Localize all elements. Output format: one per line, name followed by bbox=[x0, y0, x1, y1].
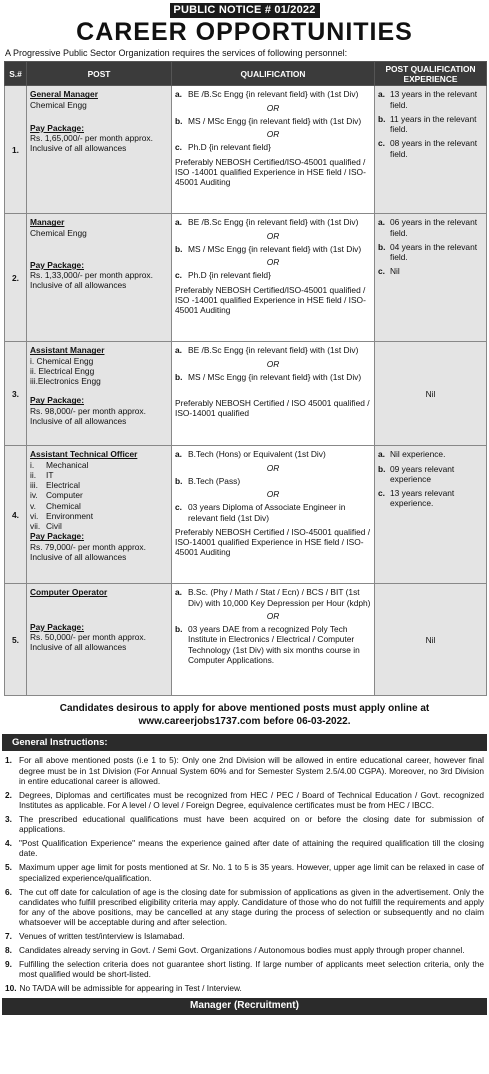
or-label: OR bbox=[266, 610, 280, 621]
qualification-c: 03 years Diploma of Associate Engineer in relevant field (1st Div) bbox=[188, 502, 346, 523]
post-sub-item: iv. Computer bbox=[30, 490, 83, 501]
pay-note: Inclusive of all allowances bbox=[30, 143, 127, 154]
table-header-row bbox=[5, 62, 487, 86]
qualification-note: Preferably NEBOSH Certified/ISO-45001 qualified / ISO -14001 qualified Experience in HSE field / ISO-45001 Auditing bbox=[175, 156, 366, 188]
post-sub-item: ii. Electrical Engg bbox=[30, 365, 95, 376]
or-label: OR bbox=[266, 489, 280, 500]
pay-package-label: Pay Package: bbox=[30, 621, 85, 632]
row-serial: 3. bbox=[5, 342, 27, 446]
page-title: CAREER OPPORTUNITIES bbox=[76, 18, 413, 47]
post-cell bbox=[27, 214, 172, 342]
qualification-cell: a. B.Tech (Hons) or Equivalent (1st Div) OR b. B.Tech (Pass) OR c. 03 years Diploma of Associate Engineer in relevant field (1st Div) Preferably NEBOSH Certified / ISO-45001 qualified / ISO-14001 qualified Experience in HSE field / ISO-45001 Auditing bbox=[172, 446, 375, 584]
post-cell bbox=[27, 342, 172, 446]
pay-amount: Rs. 1,65,000/- per month approx. bbox=[30, 133, 153, 144]
table-row bbox=[5, 214, 487, 342]
row-serial: 1. bbox=[5, 86, 27, 214]
qualification-b: B.Tech (Pass) bbox=[188, 475, 241, 486]
table-row bbox=[5, 342, 487, 446]
pay-amount: Rs. 1,33,000/- per month approx. bbox=[30, 270, 153, 281]
post-subtitle: Chemical Engg bbox=[30, 99, 87, 110]
experience-cell: a. Nil experience. b. 09 years relevant experience c. 13 years relevant experience. bbox=[375, 446, 487, 584]
experience-a: 13 years in the relevant field. bbox=[390, 89, 478, 110]
pay-amount: Rs. 50,000/- per month approx. bbox=[30, 631, 146, 642]
qualification-a: BE /B.Sc Engg {in relevant field} with (1st Div) bbox=[188, 217, 359, 228]
row-serial: 2. bbox=[5, 214, 27, 342]
qualification-cell: a. BE /B.Sc Engg {in relevant field} with (1st Div) OR b. MS / MSc Engg {in relevant field} with (1st Div) OR c. Ph.D {in relevant field} Preferably NEBOSH Certified/ISO-45001 qualified / ISO -14001 qualified Experience in HSE field / ISO-45001 Auditing bbox=[172, 214, 375, 342]
experience-cell: a. 06 years in the relevant field. b. 04 years in the relevant field. c. Nil bbox=[375, 214, 487, 342]
instructions-list bbox=[0, 755, 489, 993]
experience-b: 11 years in the relevant field. bbox=[390, 113, 477, 135]
experience-nil: Nil bbox=[425, 634, 436, 645]
public-notice-badge: PUBLIC NOTICE # 01/2022 bbox=[170, 3, 320, 18]
list-item: 4. "Post Qualification Experience" means the experience gained after date of attaining the required qualification till the closing date. bbox=[5, 838, 484, 859]
post-subtitle: Chemical Engg bbox=[30, 227, 87, 238]
post-title: General Manager bbox=[30, 89, 98, 100]
qualification-c: Ph.D {in relevant field} bbox=[188, 142, 271, 153]
column-header-qualification: QUALIFICATION bbox=[172, 62, 375, 86]
qualification-note: Preferably NEBOSH Certified/ISO-45001 qualified / ISO -14001 qualified Experience in HSE field / ISO-45001 Auditing bbox=[175, 284, 366, 316]
qualification-note: Preferably NEBOSH Certified / ISO-45001 qualified / ISO-14001 qualified Experience in HSE field / ISO-45001 Auditing bbox=[175, 526, 371, 558]
post-sub-item: iii. Electrical bbox=[30, 480, 80, 491]
table-row bbox=[5, 86, 487, 214]
post-sub-item: i. Mechanical bbox=[30, 459, 89, 470]
experience-cell bbox=[375, 584, 487, 696]
apply-line-1: Candidates desirous to apply for above mentioned posts must apply online at bbox=[59, 703, 430, 715]
experience-nil: Nil bbox=[425, 388, 436, 399]
list-item: 6. The cut off date for calculation of age is the closing date for submission of applications as given in the advertisement. Only the candidates who fulfill prescribed eligibility criteria may apply. Candidature of those who do not fulfill the requirements and apply for any of the above positions, may be cancelled at any stage during the process of selection or subsequently and no claim whatsoever will be acceptable during and after selection. bbox=[5, 886, 484, 927]
experience-b: 04 years in the relevant field. bbox=[390, 241, 478, 263]
post-sub-item: vi. Environment bbox=[30, 510, 94, 521]
experience-c: 08 years in the relevant field. bbox=[390, 138, 478, 159]
column-header-experience: POST QUALIFICATION EXPERIENCE bbox=[375, 62, 487, 86]
qualification-a: B.Sc. (Phy / Math / Stat / Ecn) / BCS / BIT (1st Div) with 10,000 Key Depression per Hour (kdph) bbox=[188, 587, 371, 608]
pay-amount: Rs. 98,000/- per month approx. bbox=[30, 405, 146, 416]
row-serial: 5. bbox=[5, 584, 27, 696]
post-title: Assistant Manager bbox=[30, 345, 105, 356]
list-item: 1. For all above mentioned posts (i.e 1 to 5): Only one 2nd Division will be allowed in entire educational career, however final degree must be in 1st Division (For Annual System 60% and for Semester System 2.5/4.00 CGPA). Moreover, no 3rd Division in entire educational career is allowed. bbox=[5, 755, 484, 786]
qualification-note: Preferably NEBOSH Certified / ISO 45001 qualified / ISO-14001 qualified bbox=[175, 398, 370, 419]
post-title: Assistant Technical Officer bbox=[30, 449, 138, 460]
or-label: OR bbox=[266, 102, 280, 113]
experience-b: 09 years relevant experience bbox=[390, 463, 455, 484]
qualification-c: Ph.D {in relevant field} bbox=[188, 270, 271, 281]
or-label: OR bbox=[266, 230, 280, 241]
list-item: 5. Maximum upper age limit for posts mentioned at Sr. No. 1 to 5 is 35 years. However, upper age limit can be relaxed in case of specialized experience/qualification. bbox=[5, 862, 484, 883]
jobs-table bbox=[4, 61, 487, 696]
footer-signature: Manager (Recruitment) bbox=[2, 998, 487, 1015]
apply-online-notice bbox=[0, 702, 489, 728]
qualification-cell: a. BE /B.Sc Engg {in relevant field} with (1st Div) OR b. MS / MSc Engg {in relevant field} with (1st Div) OR c. Ph.D {in relevant field} Preferably NEBOSH Certified/ISO-45001 qualified / ISO -14001 qualified Experience in HSE field / ISO-45001 Auditing bbox=[172, 86, 375, 214]
qualification-cell: a. BE /B.Sc Engg {in relevant field} with (1st Div) OR b. MS / MSc Engg {in relevant field} with (1st Div) Preferably NEBOSH Certified / ISO 45001 qualified / ISO-14001 qualified bbox=[172, 342, 375, 446]
list-item: 10. No TA/DA will be admissible for appearing in Test / Interview. bbox=[5, 983, 242, 994]
experience-a: 06 years in the relevant field. bbox=[390, 217, 478, 238]
or-label: OR bbox=[266, 462, 280, 473]
qualification-a: BE /B.Sc Engg {in relevant field} with (1st Div) bbox=[188, 89, 359, 100]
or-label: OR bbox=[266, 358, 280, 369]
pay-package-label: Pay Package: bbox=[30, 259, 85, 270]
or-label: OR bbox=[266, 257, 280, 268]
apply-url-line[interactable]: www.careerjobs1737.com before 06-03-2022. bbox=[138, 716, 351, 728]
instructions-heading: General Instructions: bbox=[2, 734, 487, 751]
post-sub-item: v. Chemical bbox=[30, 500, 81, 511]
table-row bbox=[5, 446, 487, 584]
post-title: Computer Operator bbox=[30, 587, 108, 598]
pay-package-label: Pay Package: bbox=[30, 122, 85, 133]
pay-amount: Rs. 79,000/- per month approx. bbox=[30, 541, 146, 552]
post-sub-item: iii.Electronics Engg bbox=[30, 376, 101, 387]
post-sub-item: ii. IT bbox=[30, 469, 54, 480]
post-cell bbox=[27, 584, 172, 696]
table-row bbox=[5, 584, 487, 696]
column-header-post: POST bbox=[27, 62, 172, 86]
post-sub-item: i. Chemical Engg bbox=[30, 355, 94, 366]
list-item: 2. Degrees, Diplomas and certificates must be recognized from HEC / PEC / Board of Technical Education / Govt. recognized Institutes as applicable. For A level / O level / Foreign Degree, equivalence certificates must be from HEC / IBCC. bbox=[5, 789, 484, 810]
pay-note: Inclusive of all allowances bbox=[30, 642, 127, 653]
qualification-cell: a. B.Sc. (Phy / Math / Stat / Ecn) / BCS / BIT (1st Div) with 10,000 Key Depression per Hour (kdph) OR b. 03 years DAE from a recognized Poly Tech Institute in Electronics / Electrical / Computer Technology (1st Div) with six months course in Computer Applications. bbox=[172, 584, 375, 696]
experience-c: Nil bbox=[390, 266, 400, 277]
qualification-b: MS / MSc Engg {in relevant field} with (1st Div) bbox=[188, 115, 362, 126]
qualification-a: B.Tech (Hons) or Equivalent (1st Div) bbox=[188, 449, 326, 460]
post-title: Manager bbox=[30, 217, 65, 228]
pay-note: Inclusive of all allowances bbox=[30, 280, 127, 291]
pay-package-label: Pay Package: bbox=[30, 531, 85, 542]
pay-note: Inclusive of all allowances bbox=[30, 551, 127, 562]
experience-cell bbox=[375, 342, 487, 446]
list-item: 3. The prescribed educational qualifications must have been acquired on or before the closing date for submission of applications. bbox=[5, 813, 484, 835]
list-item: 8. Candidates already serving in Govt. / Semi Govt. Organizations / Autonomous bodies must apply through proper channel. bbox=[5, 945, 465, 956]
qualification-a: BE /B.Sc Engg {in relevant field} with (1st Div) bbox=[188, 345, 359, 356]
list-item: 9. Fulfilling the selection criteria does not guarantee short listing. If large number of applicants meet selection criteria, only the most qualified would be short-listed. bbox=[5, 959, 484, 980]
experience-a: Nil experience. bbox=[390, 449, 446, 460]
list-item: 7. Venues of written test/interview is Islamabad. bbox=[5, 931, 185, 942]
experience-cell: a. 13 years in the relevant field. b. 11 years in the relevant field. c. 08 years in the relevant field. bbox=[375, 86, 487, 214]
qualification-b: MS / MSc Engg {in relevant field} with (1st Div) bbox=[188, 371, 362, 382]
column-header-sr: S.# bbox=[5, 62, 27, 86]
intro-text: A Progressive Public Sector Organization requires the services of following personnel: bbox=[5, 48, 348, 59]
experience-c: 13 years relevant experience. bbox=[390, 488, 455, 509]
post-cell bbox=[27, 446, 172, 584]
qualification-b: MS / MSc Engg {in relevant field} with (1st Div) bbox=[188, 243, 362, 254]
row-serial: 4. bbox=[5, 446, 27, 584]
pay-note: Inclusive of all allowances bbox=[30, 415, 127, 426]
post-cell bbox=[27, 86, 172, 214]
post-sub-item: vii. Civil bbox=[30, 521, 62, 532]
qualification-b: 03 years DAE from a recognized Poly Tech Institute in Electronics / Electrical / Computer Technology (1st Div) with six months course in Computer Applications. bbox=[188, 624, 360, 665]
or-label: OR bbox=[266, 129, 280, 140]
pay-package-label: Pay Package: bbox=[30, 395, 85, 406]
